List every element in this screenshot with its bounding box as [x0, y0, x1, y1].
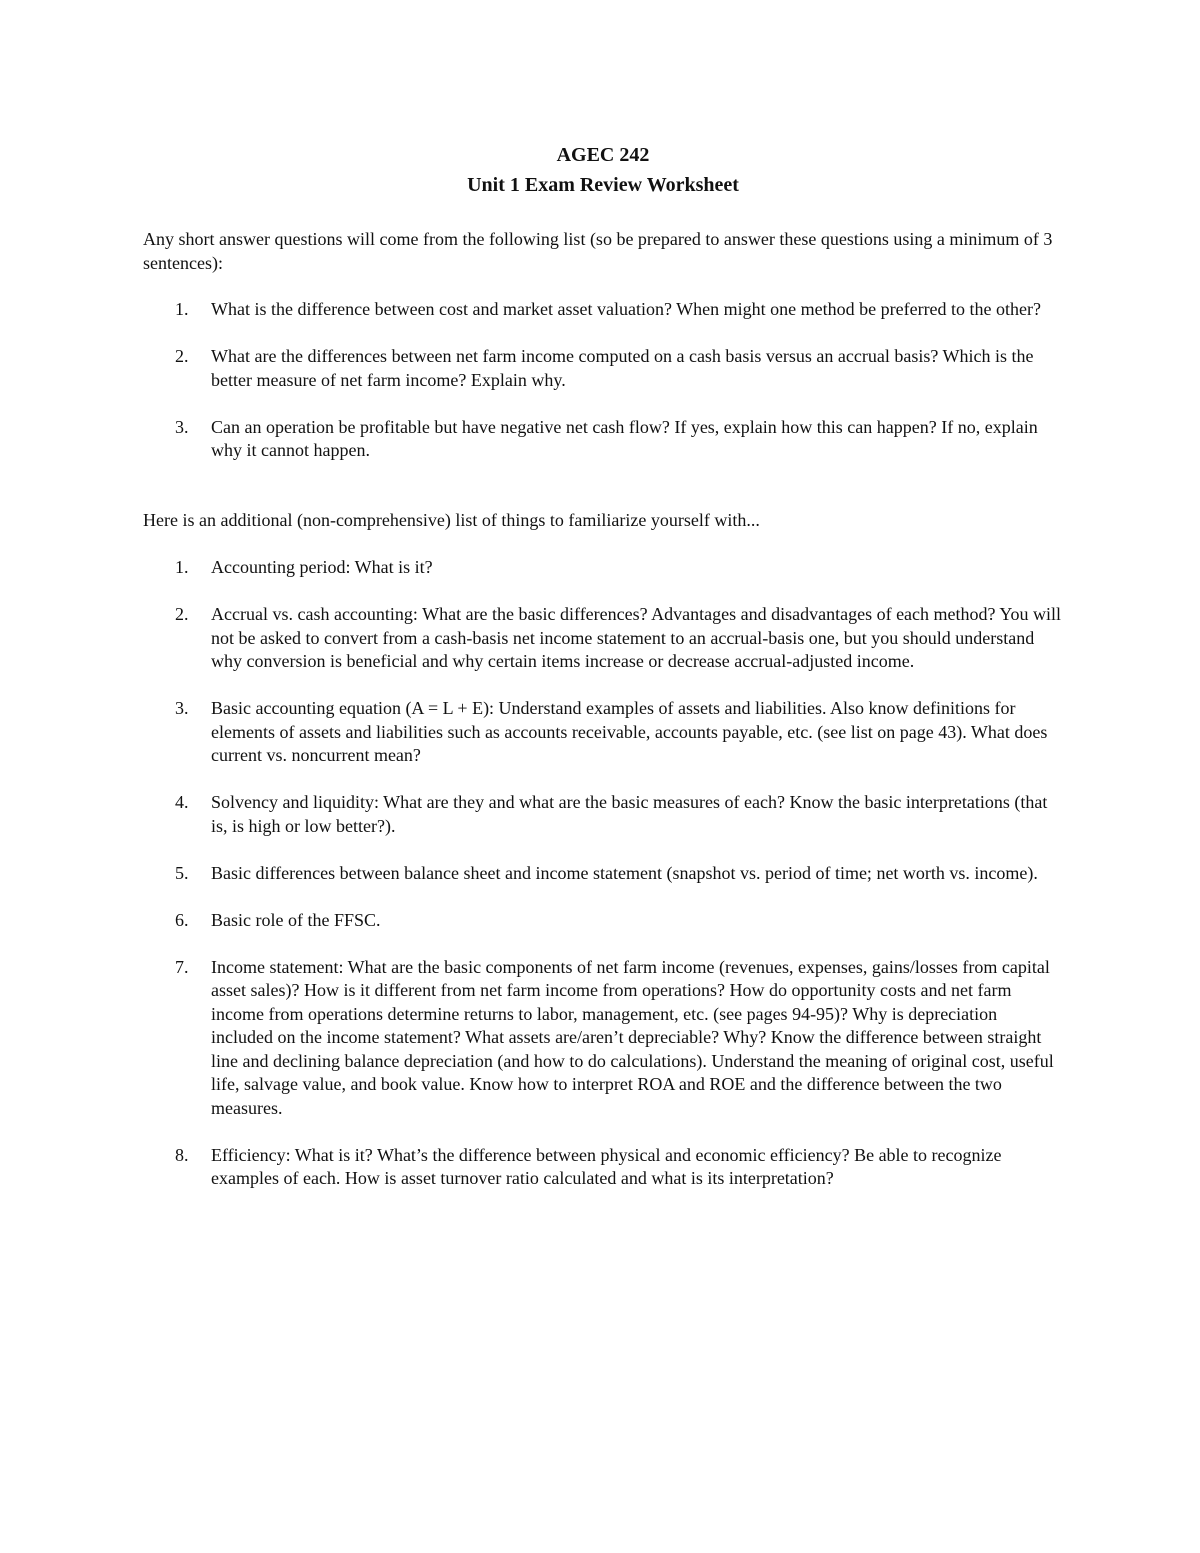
- topic-number: 5.: [175, 862, 189, 883]
- topic-text: Basic role of the FFSC.: [211, 909, 381, 930]
- question-item: [143, 298, 1063, 322]
- topic-text: Accounting period: What is it?: [211, 557, 433, 577]
- question-text: What is the difference between cost and market asset valuation? When might one method be preferred to the other?: [211, 299, 1042, 319]
- question-text: What are the differences between net farm income computed on a cash basis versus an accrual basis? Which is the better measure of net farm income? Explain why.: [211, 346, 1034, 390]
- topic-item: [143, 862, 1063, 886]
- additional-intro: Here is an additional (non-comprehensive) list of things to familiarize yourself with...: [143, 509, 760, 530]
- topic-text: Efficiency: What is it? What’s the difference between physical and economic efficiency? Be able to recognize examples of each. How is asset turnover ratio calculated and what is its interpretation?: [211, 1144, 1002, 1188]
- topic-text: Basic differences between balance sheet and income statement (snapshot vs. period of time; net worth vs. income).: [211, 862, 1038, 883]
- topic-number: 8.: [175, 1144, 189, 1165]
- topic-item: [143, 791, 1063, 838]
- document-body: [143, 140, 1063, 1214]
- topic-text: Basic accounting equation (A = L + E): Understand examples of assets and liabilities. Also know definitions for elements of assets and liabilities such as accounts receivable, accounts payable, etc. (see list on page 43). What does current vs. noncurrent mean?: [211, 698, 1048, 765]
- topic-text: Solvency and liquidity: What are they and what are the basic measures of each? Know the basic interpretations (that is, is high or low better?).: [211, 792, 1048, 836]
- question-item: [143, 416, 1063, 463]
- topic-number: 7.: [175, 956, 189, 977]
- topic-list: [143, 556, 1063, 1191]
- question-item: [143, 345, 1063, 392]
- topic-number: 4.: [175, 792, 189, 812]
- topic-item: [143, 909, 1063, 933]
- worksheet-title: Unit 1 Exam Review Worksheet: [467, 174, 739, 196]
- topic-number: 3.: [175, 698, 189, 718]
- question-number: 3.: [175, 416, 189, 437]
- course-code: AGEC 242: [556, 144, 650, 166]
- topic-number: 6.: [175, 909, 189, 930]
- topic-text: Income statement: What are the basic components of net farm income (revenues, expenses, gains/losses from capital asset sales)? How is it different from net farm income from operations? How do opportunity costs and net farm income from operations determine returns to labor, management, etc. (see pages 94-95)? Why is depreciation included on the income statement? What assets are/aren’t depreciable? Why? Know the difference between straight line and declining balance depreciation (and how to do calculations). Understand the meaning of original cost, useful life, salvage value, and book value. Know how to interpret ROA and ROE and the difference between the two measures.: [211, 956, 1054, 1118]
- short-answer-question-list: [143, 298, 1063, 463]
- topic-item: [143, 603, 1063, 674]
- topic-number: 2.: [175, 604, 189, 624]
- question-number: 2.: [175, 346, 189, 366]
- intro-paragraph: Any short answer questions will come from the following list (so be prepared to answer these questions using a minimum of 3 sentences):: [143, 229, 1053, 273]
- topic-item: [143, 956, 1063, 1121]
- topic-item: [143, 1144, 1063, 1191]
- topic-item: [143, 697, 1063, 768]
- topic-item: [143, 556, 1063, 580]
- topic-text: Accrual vs. cash accounting: What are the basic differences? Advantages and disadvantages of each method? You will not be asked to convert from a cash-basis net income statement to an accrual-basis one, but you should understand why conversion is beneficial and why certain items increase or decrease accrual-adjusted income.: [211, 604, 1062, 671]
- title-block: [143, 140, 1063, 200]
- question-number: 1.: [175, 299, 189, 319]
- question-text: Can an operation be profitable but have negative net cash flow? If yes, explain how this can happen? If no, explain why it cannot happen.: [211, 416, 1038, 460]
- topic-number: 1.: [175, 557, 189, 577]
